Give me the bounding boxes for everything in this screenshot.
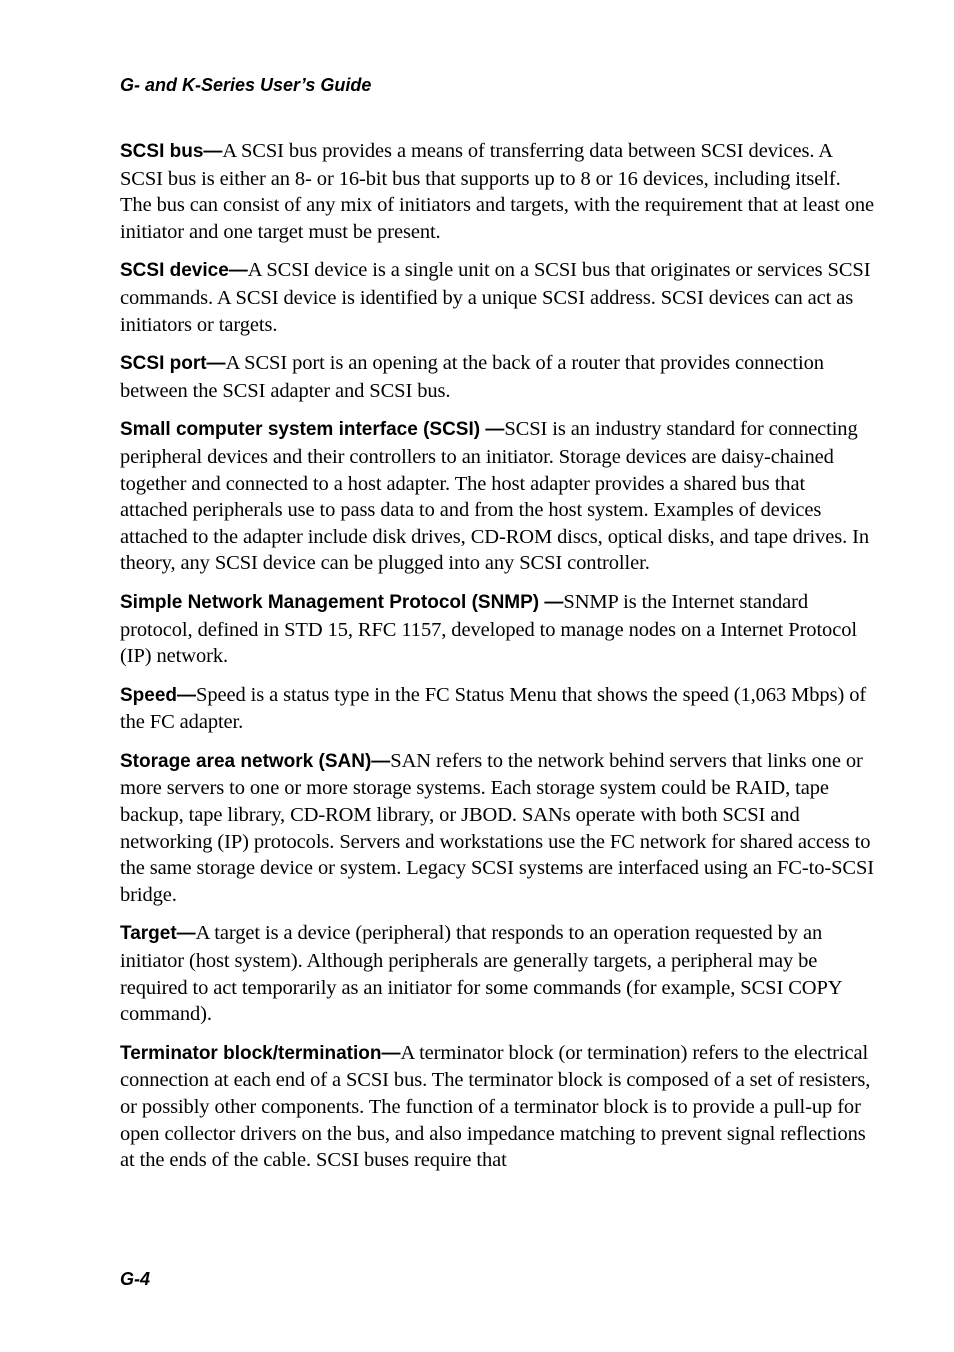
glossary-entry-snmp bbox=[120, 589, 875, 670]
glossary-term: Target— bbox=[120, 923, 196, 945]
glossary-definition: A terminator block (or termination) refers to the electrical connection at each end of a SCSI bus. The terminator block is composed of a set of resisters, or possibly other components. The function of a terminator block is to provide a pull-up for open collector drivers on the bus, and also impedance matching to prevent signal reflections at the ends of the cable. SCSI buses require that bbox=[120, 1041, 871, 1172]
page-number: G-4 bbox=[120, 1269, 151, 1289]
glossary-entry-target bbox=[120, 920, 875, 1027]
glossary-entry-scsi bbox=[120, 416, 875, 577]
glossary-content bbox=[120, 138, 875, 1186]
glossary-term: SCSI port— bbox=[120, 353, 226, 375]
glossary-definition: SNMP is the Internet standard protocol, defined in STD 15, RFC 1157, developed to manage nodes on a Internet Protocol (IP) network. bbox=[120, 590, 857, 668]
glossary-definition: Speed is a status type in the FC Status Menu that shows the speed (1,063 Mbps) of the FC adapter. bbox=[120, 683, 867, 734]
glossary-term: SCSI device— bbox=[120, 260, 248, 282]
glossary-definition: SAN refers to the network behind servers that links one or more servers to one or more storage systems. Each storage system could be RAID, tape backup, tape library, CD-ROM library, or JBOD. SANs operate with both SCSI and networking (IP) protocols. Servers and workstations use the FC network for shared access to the same storage device or system. Legacy SCSI systems are interfaced using an FC-to-SCSI bridge. bbox=[120, 749, 874, 906]
glossary-definition: A SCSI port is an opening at the back of a router that provides connection between the SCSI adapter and SCSI bus. bbox=[120, 352, 824, 402]
glossary-term: Speed— bbox=[120, 684, 197, 706]
glossary-definition: A SCSI device is a single unit on a SCSI bus that originates or services SCSI commands. A SCSI device is identified by a unique SCSI address. SCSI devices can act as initiators or targets. bbox=[120, 259, 871, 336]
glossary-entry-terminator bbox=[120, 1040, 875, 1174]
glossary-definition: A SCSI bus provides a means of transferring data between SCSI devices. A SCSI bus is either an 8- or 16-bit bus that supports up to 8 or 16 devices, including itself. The bus can consist of any mix of initiators and targets, with the requirement that at least one initiator and one target must be present. bbox=[120, 140, 875, 243]
glossary-entry-speed bbox=[120, 682, 875, 736]
glossary-term: Terminator block/termination— bbox=[120, 1042, 401, 1064]
glossary-term: Storage area network (SAN)— bbox=[120, 750, 391, 772]
glossary-term: Simple Network Management Protocol (SNMP) — bbox=[120, 591, 564, 613]
glossary-term: Small computer system interface (SCSI) — bbox=[120, 419, 505, 441]
glossary-definition: A target is a device (peripheral) that responds to an operation requested by an initiator (host system). Although peripherals are generally targets, a peripheral may be required to act temporarily as an initiator for some commands (for example, SCSI COPY command). bbox=[120, 922, 842, 1026]
running-header: G- and K-Series User’s Guide bbox=[120, 75, 372, 95]
glossary-definition: SCSI is an industry standard for connecting peripheral devices and their controllers to an initiator. Storage devices are daisy-chained together and connected to a host adapter. The host adapter provides a shared bus that attached peripherals use to pass data to and from the host system. Examples of devices attached to the adapter include disk drives, CD-ROM discs, optical disks, and tape drives. In theory, any SCSI device can be plugged into any SCSI controller. bbox=[120, 418, 870, 575]
glossary-term: SCSI bus— bbox=[120, 141, 223, 162]
glossary-entry-scsi-device bbox=[120, 257, 875, 338]
glossary-entry-san bbox=[120, 748, 875, 909]
glossary-entry-scsi-bus bbox=[120, 138, 875, 245]
glossary-entry-scsi-port bbox=[120, 350, 875, 404]
